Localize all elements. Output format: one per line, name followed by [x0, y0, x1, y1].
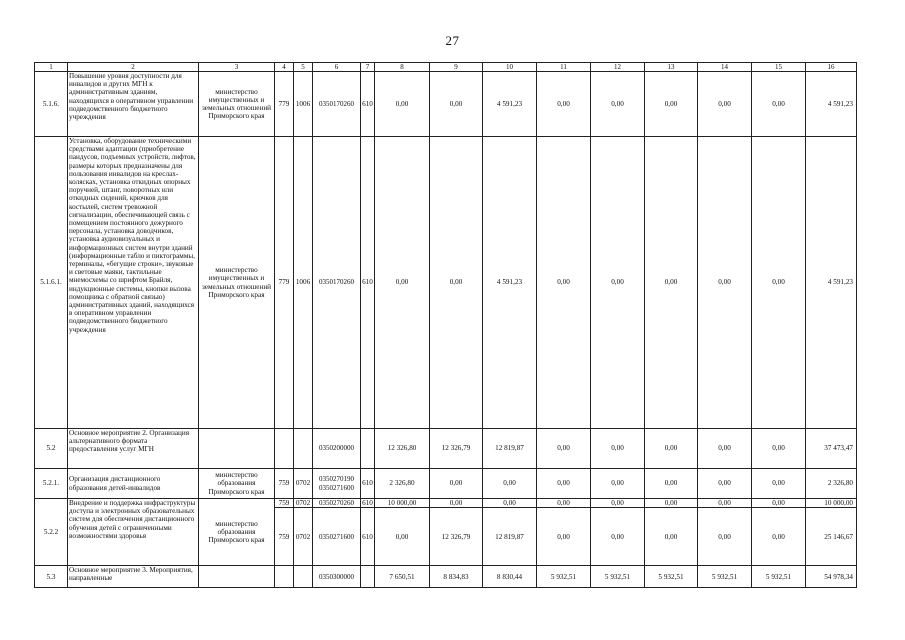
value-col11: 0,00	[537, 469, 591, 499]
target-code: 0350170260	[313, 72, 361, 137]
table-row	[35, 429, 857, 469]
expense-type: 610	[361, 469, 375, 499]
target-code: 0350170260	[313, 137, 361, 429]
target-code: 0350271600	[313, 508, 361, 566]
value-col12: 0,00	[591, 137, 645, 429]
value-col13: 0,00	[645, 469, 698, 499]
value-total: 4 591,23	[806, 137, 857, 429]
header-cell: 5	[294, 63, 313, 72]
value-total: 37 473,47	[806, 429, 857, 469]
header-cell: 3	[199, 63, 275, 72]
value-total: 25 146,67	[806, 508, 857, 566]
value-col15: 0,00	[752, 499, 806, 508]
header-cell: 16	[806, 63, 857, 72]
value-col13: 0,00	[645, 72, 698, 137]
value-col10: 4 591,23	[483, 72, 537, 137]
value-col12: 5 932,51	[591, 566, 645, 588]
value-total: 10 000,00	[806, 499, 857, 508]
table-row	[35, 499, 857, 508]
value-col15: 0,00	[752, 429, 806, 469]
header-cell: 8	[375, 63, 430, 72]
row-description: Повышение уровня доступности для инвалидов и других МГН к административным зданиям, находящихся в оперативном управлении подведомственного бюджетного учреждения	[68, 72, 199, 137]
grbs-code: 779	[275, 72, 294, 137]
row-number: 5.2.2	[35, 499, 68, 566]
value-col8: 0,00	[375, 72, 430, 137]
row-description: Внедрение и поддержка инфраструктуры доступа и электронных образовательных систем для обеспечения дистанционного обучения детей с ограниченными возможностями здоровья	[68, 499, 199, 566]
value-col10: 12 819,87	[483, 508, 537, 566]
value-col12: 0,00	[591, 72, 645, 137]
page-number: 27	[445, 33, 460, 48]
row-number: 5.1.6.1.	[35, 137, 68, 429]
grbs-code: 759	[275, 499, 294, 508]
grbs-code	[275, 429, 294, 469]
value-col10: 0,00	[483, 499, 537, 508]
expense-type: 610	[361, 72, 375, 137]
value-col8: 7 650,51	[375, 566, 430, 588]
header-cell: 1	[35, 63, 68, 72]
row-description: Установка, оборудование техническими средствами адаптации (приобретение пандусов, подъемных устройств, лифтов, размеры которых предназначены для пользования инвалидов на креслах-колясках, установка откидных опорных поручней, штанг, поворотных или откидных сидений, крючков для костылей, систем тревожной сигнализации, обеспечивающей связь с помещением постоянного дежурного персонала, установка доводчиков, установка аудиовизуальных и информационных систем внутри зданий (информационные табло и пиктограммы, терминалы, «бегущие строки», звуковые и световые маяки, тактильные мнемосхемы со шрифтом Брайля, индукционные системы, кнопки вызова помощника с обратной связью) административных зданий, находящихся в оперативном управлении подведомственного бюджетного учреждения	[68, 137, 199, 429]
value-col14: 0,00	[698, 72, 752, 137]
value-col13: 0,00	[645, 508, 698, 566]
value-col14: 0,00	[698, 499, 752, 508]
section-code: 0702	[294, 508, 313, 566]
row-number: 5.3	[35, 566, 68, 588]
value-col12: 0,00	[591, 499, 645, 508]
header-cell: 11	[537, 63, 591, 72]
value-col11: 5 932,51	[537, 566, 591, 588]
value-col15: 0,00	[752, 469, 806, 499]
value-col10: 8 830,44	[483, 566, 537, 588]
target-code-line: 0350271600	[319, 483, 354, 492]
row-description: Организация дистанционного образования детей-инвалидов	[68, 469, 199, 499]
section-code	[294, 566, 313, 588]
responsible-org: министерство имущественных и земельных отношений Приморского края	[199, 137, 275, 429]
value-col14: 0,00	[698, 137, 752, 429]
grbs-code: 779	[275, 137, 294, 429]
value-col9: 0,00	[430, 469, 483, 499]
value-col11: 0,00	[537, 137, 591, 429]
row-number: 5.1.6.	[35, 72, 68, 137]
row-number: 5.2	[35, 429, 68, 469]
value-col9: 12 326,79	[430, 429, 483, 469]
value-total: 4 591,23	[806, 72, 857, 137]
grbs-code: 759	[275, 469, 294, 499]
table-row	[35, 137, 857, 429]
section-code: 0702	[294, 469, 313, 499]
row-number: 5.2.1.	[35, 469, 68, 499]
target-code-line: 0350270190	[319, 475, 354, 484]
row-description: Основное мероприятие 3. Мероприятия, направленные	[68, 566, 199, 588]
target-code: 0350200000	[313, 429, 361, 469]
header-cell: 4	[275, 63, 294, 72]
table-row	[35, 469, 857, 499]
value-col9: 0,00	[430, 72, 483, 137]
header-cell: 10	[483, 63, 537, 72]
value-col13: 0,00	[645, 499, 698, 508]
value-col14: 0,00	[698, 469, 752, 499]
row-description: Основное мероприятие 2. Организация альтернативного формата предоставления услуг МГН	[68, 429, 199, 469]
value-col8: 2 326,80	[375, 469, 430, 499]
responsible-org: министерство образования Приморского края	[199, 499, 275, 566]
value-col11: 0,00	[537, 499, 591, 508]
value-col8: 12 326,80	[375, 429, 430, 469]
section-code: 1006	[294, 137, 313, 429]
value-col11: 0,00	[537, 508, 591, 566]
value-col8: 0,00	[375, 137, 430, 429]
value-col10: 4 591,23	[483, 137, 537, 429]
value-col9: 0,00	[430, 499, 483, 508]
table-header-row	[35, 63, 857, 72]
header-cell: 14	[698, 63, 752, 72]
expense-type: 610	[362, 499, 373, 507]
value-col14: 0,00	[698, 429, 752, 469]
value-col12: 0,00	[591, 508, 645, 566]
expense-type: 610	[361, 508, 375, 566]
value-col13: 0,00	[645, 429, 698, 469]
target-code: 0350270260	[313, 499, 361, 508]
value-col9: 8 834,83	[430, 566, 483, 588]
value-col9: 0,00	[430, 137, 483, 429]
value-col15: 5 932,51	[752, 566, 806, 588]
value-col8: 10 000,00	[375, 499, 430, 508]
header-cell: 9	[430, 63, 483, 72]
value-col12: 0,00	[591, 429, 645, 469]
value-col13: 0,00	[645, 137, 698, 429]
value-col9: 12 326,79	[430, 508, 483, 566]
grbs-code: 759	[275, 508, 294, 566]
responsible-org	[199, 429, 275, 469]
expense-type: 610	[361, 137, 375, 429]
header-cell: 13	[645, 63, 698, 72]
section-code: 1006	[294, 72, 313, 137]
header-cell: 2	[68, 63, 199, 72]
value-col14: 5 932,51	[698, 566, 752, 588]
value-col12: 0,00	[591, 469, 645, 499]
responsible-org: министерство образования Приморского края	[199, 469, 275, 499]
value-col11: 0,00	[537, 429, 591, 469]
value-total: 2 326,80	[806, 469, 857, 499]
expense-type	[361, 566, 375, 588]
value-col15: 0,00	[752, 137, 806, 429]
value-col11: 0,00	[537, 72, 591, 137]
value-col14: 0,00	[698, 508, 752, 566]
responsible-org	[199, 566, 275, 588]
header-cell: 12	[591, 63, 645, 72]
value-col8: 0,00	[375, 508, 430, 566]
value-col13: 5 932,51	[645, 566, 698, 588]
value-col10: 0,00	[483, 469, 537, 499]
section-code: 0702	[294, 499, 313, 508]
value-col15: 0,00	[752, 72, 806, 137]
budget-table	[34, 62, 857, 588]
header-cell: 15	[752, 63, 806, 72]
target-code	[313, 469, 361, 499]
header-cell: 6	[313, 63, 361, 72]
value-col15: 0,00	[752, 508, 806, 566]
responsible-org: министерство имущественных и земельных отношений Приморского края	[199, 72, 275, 137]
table-row	[35, 566, 857, 588]
expense-type	[361, 429, 375, 469]
section-code	[294, 429, 313, 469]
grbs-code	[275, 566, 294, 588]
value-total: 54 978,34	[806, 566, 857, 588]
value-col10: 12 819,87	[483, 429, 537, 469]
target-code: 0350300000	[313, 566, 361, 588]
table-row	[35, 72, 857, 137]
header-cell: 7	[361, 63, 375, 72]
